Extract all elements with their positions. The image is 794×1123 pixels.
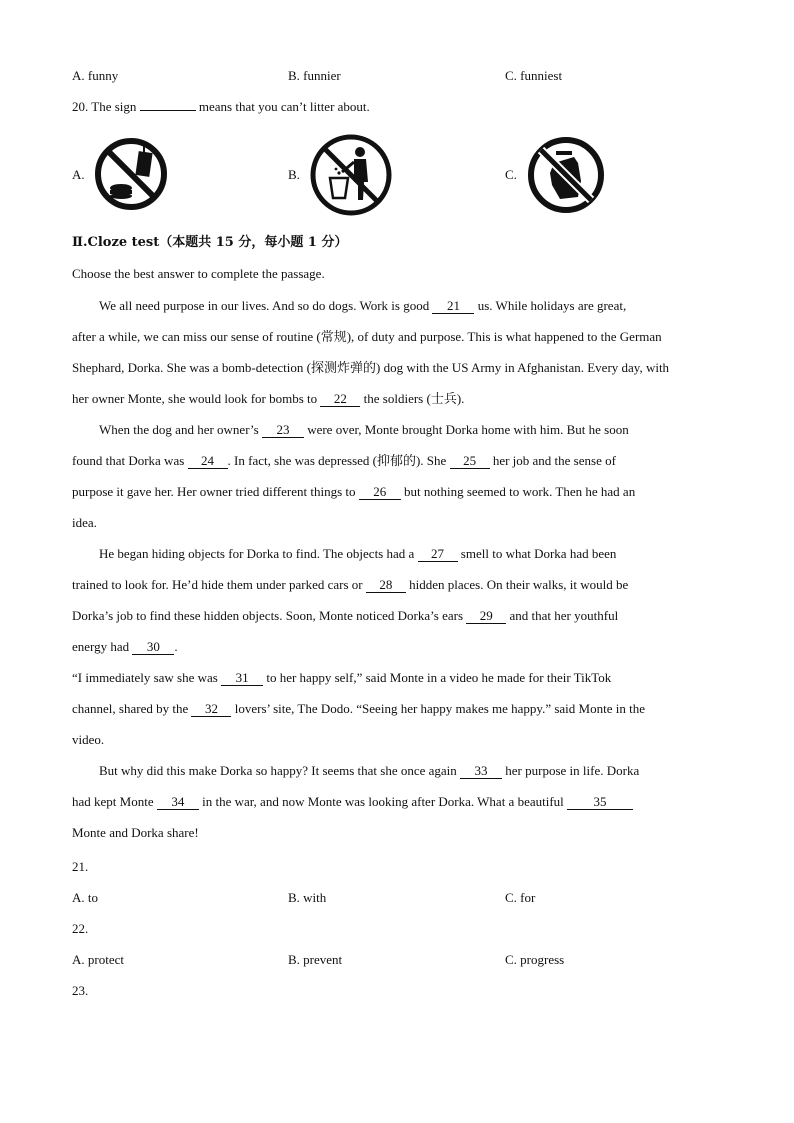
no-touching-sign-icon [526,133,606,217]
q20-stem-after: means that you can’t litter about. [198,99,370,114]
passage-text: had kept Monte [72,794,154,809]
q21-option-a: A. to [72,890,98,905]
blank-31: 31 [221,671,263,686]
passage-text: but nothing seemed to work. Then he had an [404,484,636,499]
cloze-passage [72,290,732,848]
passage-line [72,786,732,817]
passage-line [72,755,732,786]
blank-32: 32 [191,702,231,717]
passage-line [72,383,732,414]
passage-line [72,569,732,600]
passage-line [72,538,732,569]
blank-28: 28 [366,578,406,593]
passage-text: were over, Monte brought Dorka home with him. But he soon [307,422,629,437]
passage-line [72,476,732,507]
passage-text: He began hiding objects for Dorka to find. The objects had a [99,546,415,561]
q22-option-c: C. progress [505,952,565,967]
q20-stem-before: 20. The sign [72,99,137,114]
passage-text: . In fact, she was depressed (抑郁的). She [227,453,447,468]
blank-29: 29 [466,609,506,624]
question-number-21: 21. [72,859,89,874]
passage-text: . [174,639,178,654]
passage-line [72,662,732,693]
passage-text: Dorka’s job to find these hidden objects. Soon, Monte noticed Dorka’s ears [72,608,464,623]
section-heading: Ⅱ.Cloze test（本题共 15 分，每小题 1 分） [72,235,348,250]
q19-option-c: C. funniest [505,68,563,83]
passage-text: We all need purpose in our lives. And so do dogs. Work is good [99,298,430,313]
blank-30: 30 [132,640,174,655]
q20-stem [72,99,370,115]
passage-text: her job and the sense of [492,453,616,468]
blank-22: 22 [320,392,360,407]
passage-text: purpose it gave her. Her owner tried different things to [72,484,356,499]
passage-text: us. While holidays are great, [477,298,627,313]
passage-text: smell to what Dorka had been [460,546,617,561]
passage-text: hidden places. On their walks, it would be [409,577,629,592]
passage-line [72,693,732,724]
passage-line [72,414,732,445]
q21-option-b: B. with [288,890,327,905]
passage-line: after a while, we can miss our sense of routine (常规), of duty and purpose. This is what happened to the German [72,329,662,344]
passage-text: But why did this make Dorka so happy? It seems that she once again [99,763,457,778]
q21-option-c: C. for [505,890,536,905]
passage-text: “I immediately saw she was [72,670,218,685]
q22-option-a: A. protect [72,952,124,967]
passage-line [72,600,732,631]
question-number-23: 23. [72,983,89,998]
passage-text: and that her youthful [509,608,619,623]
passage-text: When the dog and her owner’s [99,422,259,437]
blank-25: 25 [450,454,490,469]
blank-35: 35 [567,795,633,810]
question-number-22: 22. [72,921,89,936]
passage-line: idea. [72,515,97,530]
blank-23: 23 [262,423,304,438]
passage-text: to her happy self,” said Monte in a video he made for their TikTok [266,670,612,685]
q20-option-a-label: A. [72,167,85,182]
passage-line [72,290,732,321]
passage-text: channel, shared by the [72,701,189,716]
q22-option-b: B. prevent [288,952,343,967]
passage-text: her purpose in life. Dorka [505,763,640,778]
blank-26: 26 [359,485,401,500]
blank-24: 24 [188,454,228,469]
q19-option-a: A. funny [72,68,119,83]
passage-text: trained to look for. He’d hide them under parked cars or [72,577,363,592]
passage-text: her owner Monte, she would look for bombs to [72,391,318,406]
q19-option-b: B. funnier [288,68,341,83]
passage-text: lovers’ site, The Dodo. “Seeing her happy makes me happy.” said Monte in the [234,701,645,716]
blank-27: 27 [418,547,458,562]
passage-text: in the war, and now Monte was looking after Dorka. What a beautiful [202,794,564,809]
no-eating-sign-icon [93,134,169,214]
section-instruction: Choose the best answer to complete the passage. [72,266,325,281]
passage-line: video. [72,732,105,747]
passage-line: Monte and Dorka share! [72,825,199,840]
q20-option-b-label: B. [288,167,300,182]
passage-line: Shephard, Dorka. She was a bomb-detection (探测炸弹的) dog with the US Army in Afghanistan. Every day, with [72,360,670,375]
passage-line [72,445,732,476]
passage-text: energy had [72,639,130,654]
blank-34: 34 [157,795,199,810]
passage-line [72,631,732,662]
q20-option-c-label: C. [505,167,517,182]
blank-21: 21 [432,299,474,314]
passage-text: the soldiers (士兵). [363,391,465,406]
blank-33: 33 [460,764,502,779]
no-littering-sign-icon [308,132,394,218]
passage-text: found that Dorka was [72,453,185,468]
q20-blank [140,110,196,111]
